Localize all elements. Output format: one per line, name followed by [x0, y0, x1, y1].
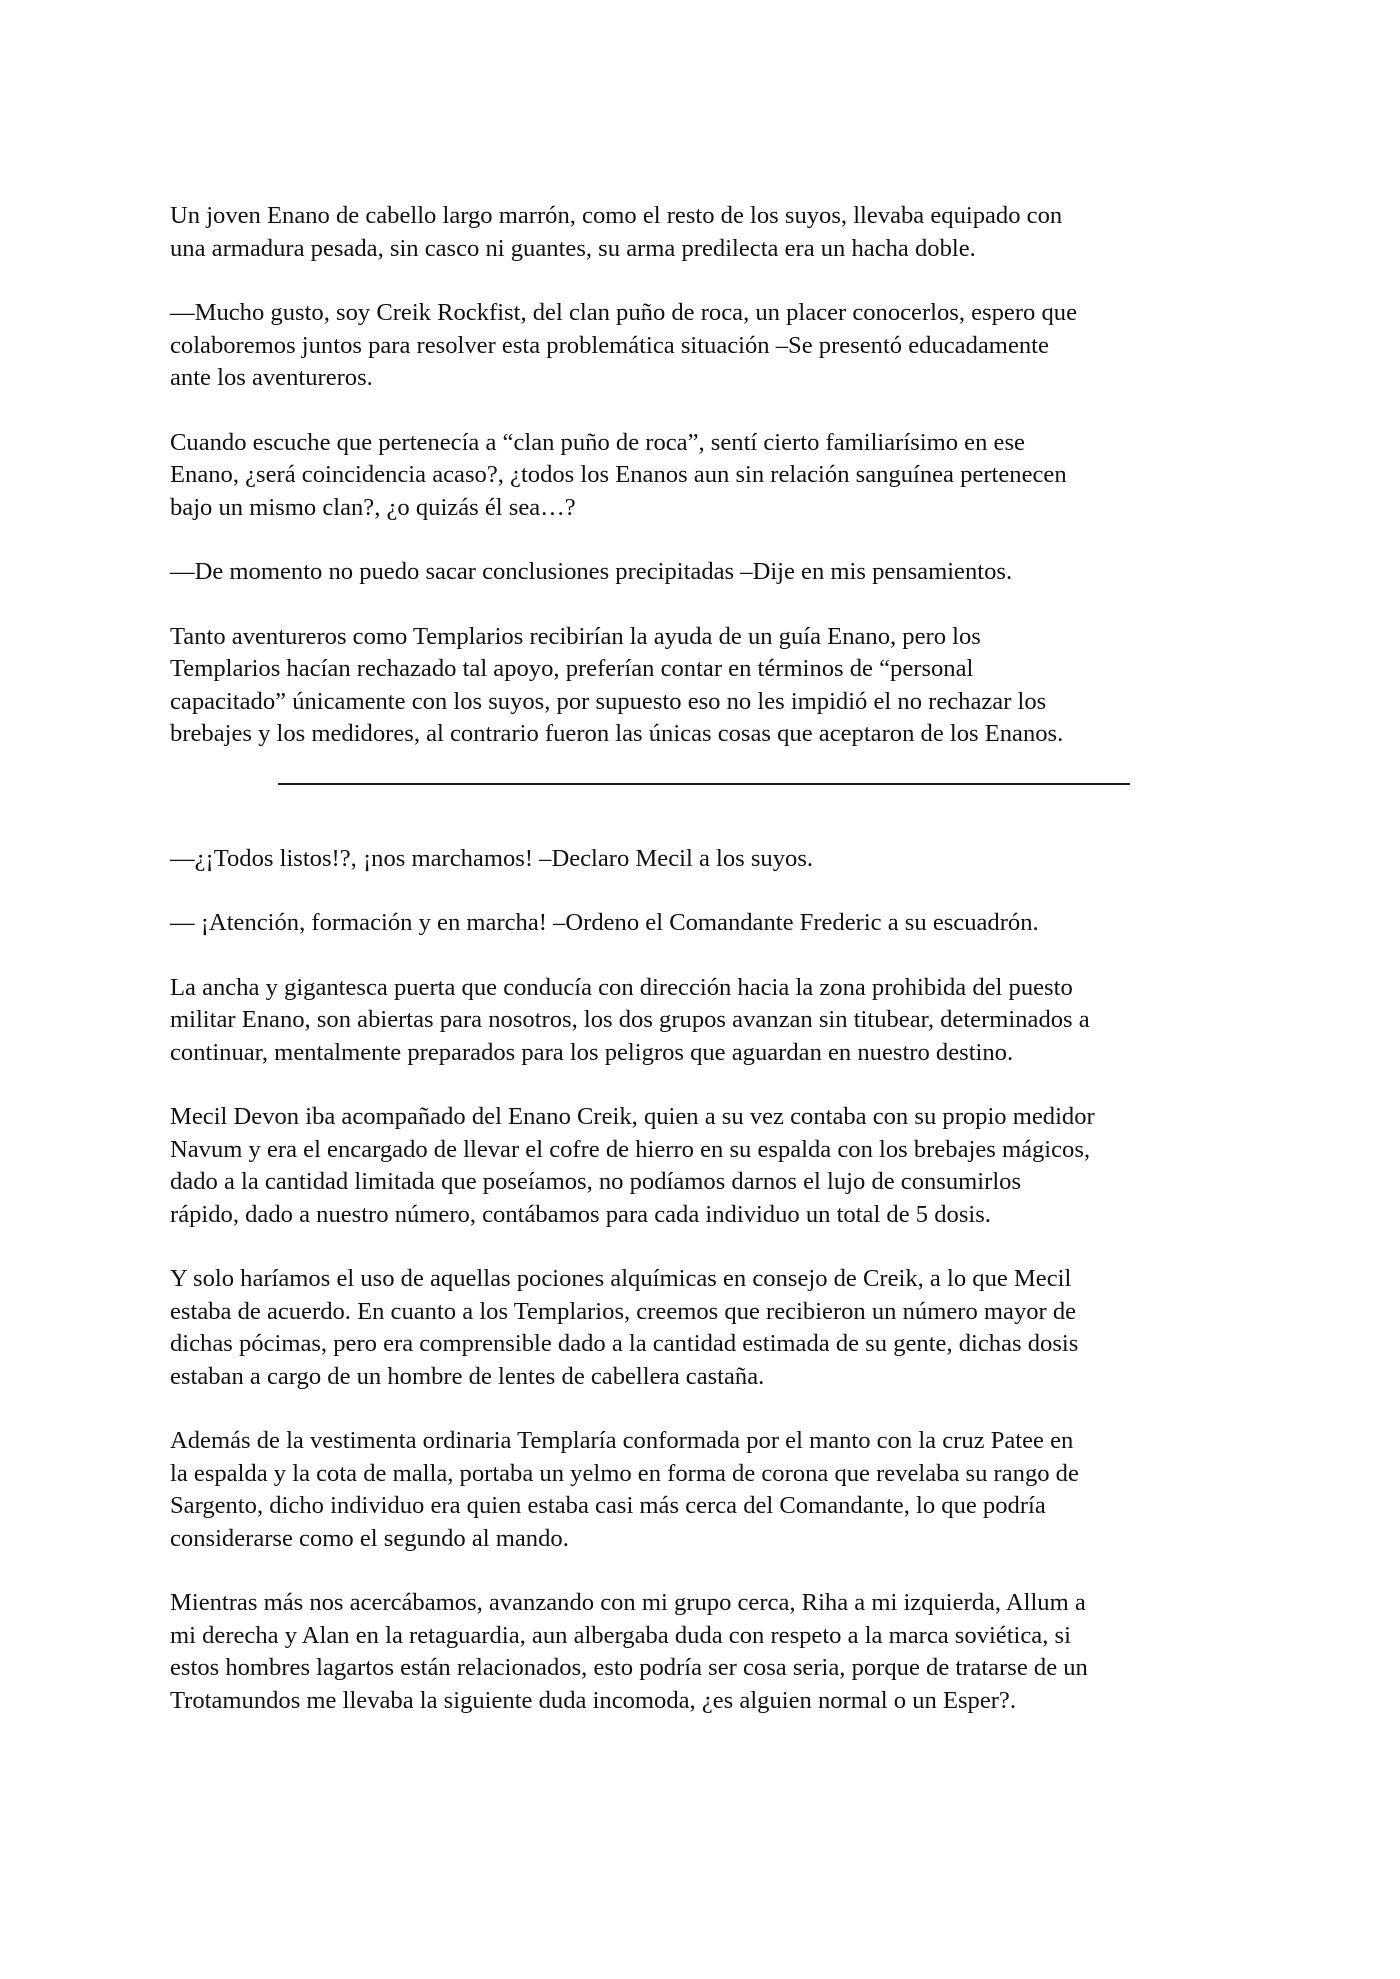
paragraph-sargento: Además de la vestimenta ordinaria Templaría conformada por el manto con la cruz Patee en la espalda y la cota de malla, portaba un yelmo en forma de corona que revelaba su rango de Sargento, dicho individuo era quien estaba casi más cerca del Comandante, lo que podría considerarse como el segundo al mando.	[170, 1427, 1079, 1552]
document-body	[170, 200, 1230, 1749]
paragraph-creik-greeting: —Mucho gusto, soy Creik Rockfist, del clan puño de roca, un placer conocerlos, espero que colaboremos juntos para resolver esta problemática situación –Se presentó educadamente ante los aventureros.	[170, 299, 1077, 391]
section-divider	[278, 783, 1130, 785]
paragraph-potions: Y solo haríamos el uso de aquellas pociones alquímicas en consejo de Creik, a lo que Mecil estaba de acuerdo. En cuanto a los Templarios, creemos que recibieron un número mayor de dichas pócimas, pero era comprensible dado a la cantidad estimada de su gente, dichas dosis estaban a cargo de un hombre de lentes de cabellera castaña.	[170, 1265, 1079, 1390]
paragraph-frederic-order: — ¡Atención, formación y en marcha! –Ordeno el Comandante Frederic a su escuadrón.	[170, 909, 1039, 936]
paragraph-inner-thought: —De momento no puedo sacar conclusiones precipitadas –Dije en mis pensamientos.	[170, 558, 1013, 585]
paragraph-gate-opening: La ancha y gigantesca puerta que conducía con dirección hacia la zona prohibida del puesto militar Enano, son abiertas para nosotros, los dos grupos avanzan sin titubear, determinados a continuar, mentalmente preparados para los peligros que aguardan en nuestro destino.	[170, 973, 1090, 1066]
paragraph-approach: Mientras más nos acercábamos, avanzando con mi grupo cerca, Riha a mi izquierda, Allum a mi derecha y Alan en la retaguardia, aun albergaba duda con respeto a la marca soviética, si estos hombres lagartos están relacionados, esto podría ser cosa seria, porque de tratarse de un Trotamundos me llevaba la siguiente duda incomoda, ¿es alguien normal o un Esper?.	[170, 1589, 1088, 1714]
paragraph-creik-description: Un joven Enano de cabello largo marrón, como el resto de los suyos, llevaba equipado con una armadura pesada, sin casco ni guantes, su arma predilecta era un hacha doble.	[170, 202, 1063, 262]
paragraph-mecil-creik: Mecil Devon iba acompañado del Enano Creik, quien a su vez contaba con su propio medidor Navum y era el encargado de llevar el cofre de hierro en su espalda con los brebajes mágicos, dado a la cantidad limitada que poseíamos, no podíamos darnos el lujo de consumirlos rápido, dado a nuestro número, contábamos para cada individuo un total de 5 dosis.	[170, 1103, 1095, 1228]
paragraph-clan-thoughts: Cuando escuche que pertenecía a “clan puño de roca”, sentí cierto familiarísimo en ese Enano, ¿será coincidencia acaso?, ¿todos los Enanos aun sin relación sanguínea pertenecen bajo un mismo clan?, ¿o quizás él sea…?	[170, 428, 1067, 521]
paragraph-guide-support: Tanto aventureros como Templarios recibirían la ayuda de un guía Enano, pero los Templarios hacían rechazado tal apoyo, preferían contar en términos de “personal capacitado” únicamente con los suyos, por supuesto eso no les impidió el no rechazar los brebajes y los medidores, al contrario fueron las únicas cosas que aceptaron de los Enanos.	[170, 622, 1064, 747]
paragraph-mecil-declaration: —¿¡Todos listos!?, ¡nos marchamos! –Declaro Mecil a los suyos.	[170, 844, 814, 872]
